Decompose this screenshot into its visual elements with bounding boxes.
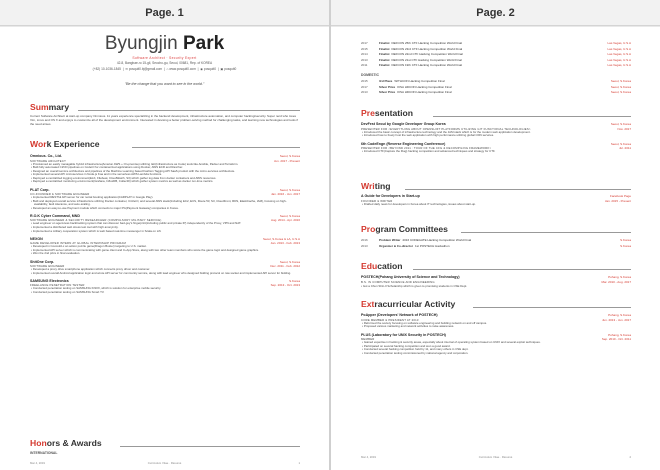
entry-bullet: • Developed a proxy drive smartphone application which connects proxy driver and customer. <box>31 267 151 271</box>
contact-line: (+82) 10-1036-1845 | ✉ posquit0.bj@gmail.com | ⌂ www.posquit0.com | ◉ posquit0 | ▣ posquit0 <box>92 67 237 71</box>
entry-bullet: • Built and deployed overall service infrastructure utilizing Docker container, CircleCI, and several AWS stack(Including EC2, ECS, Route 53, S3, CloudFront, RDS, ElastiCache, IAM), focusing on high-availability, fault tolerance, and auto-scaling. <box>31 198 287 207</box>
section-title-accent: Wri <box>361 181 375 191</box>
entry-location: Seoul, S.Korea <box>610 122 631 126</box>
honor-award: Silver Prize <box>379 90 396 94</box>
entry-location: Facebook Page <box>609 194 631 198</box>
entry-role: SOFTWARE ARCHITECT <box>30 158 66 163</box>
honor-event: DEFCON 21st CTF Hacking Competition World Final <box>391 57 462 62</box>
entry-bullet: • Gained expertise in hacking & security areas, especially about internal of operating system based on UNIX and several exploit techniques. <box>362 340 541 345</box>
entry-block <box>361 313 631 329</box>
education-bullet-text: Got a Chun Shin-Il Scholarship which is given to promising students in CSE Dept. <box>362 284 468 288</box>
github-link[interactable]: posquit0 <box>203 67 216 71</box>
entry-period: Dec. 2011 - Feb. 2012 <box>270 264 300 268</box>
section-title-accent: Ext <box>361 299 375 309</box>
honor-place: Seoul, S.Korea <box>610 79 631 83</box>
honor-award: Finalist <box>379 57 390 62</box>
honor-place: Las Vegas, U.S.A <box>607 46 631 51</box>
entry-period: Jan. 2015 - Present <box>604 198 631 203</box>
honor-year: 2013 <box>361 243 368 248</box>
section-title-rest: cation <box>377 261 403 271</box>
entry-period: Sep. 2010 - Oct. 2011 <box>601 337 631 342</box>
section-rule <box>433 116 631 117</box>
honor-event: DEFCON 19th CTF Hacking Competition World Final <box>391 63 462 67</box>
entry-bullet: • Conducted penetration testing commissioned by national agency and corporation. <box>362 350 469 355</box>
honor-year: 2015 <box>361 46 368 51</box>
honor-award: Finalist <box>379 41 390 45</box>
entry-bullet-text: Conducted penetration testing commissioned by national agency and corporation. <box>363 350 469 355</box>
entry-bullet-text: Developed in Cocos2d-x an action puzzle game(Dragon Buster) targeting to U.S. market. <box>32 244 147 249</box>
entry-bullet-text: Implemented a distributed web stress test tool with high anonymity. <box>32 225 119 230</box>
honor-row <box>361 63 631 69</box>
entry-bullet: • Implemented several API microservices in Node.js Koa and in the serverless AWS Lambda functions. <box>31 172 163 177</box>
entry-location: Seoul, S.Korea <box>610 141 631 146</box>
honor-year: 2015 <box>361 79 368 83</box>
honor-award: Finalist <box>379 63 390 67</box>
school-location: Pohang, S.Korea <box>608 275 631 279</box>
honor-event: KISA HDCON Hacking Competition Final <box>397 90 452 94</box>
honor-year: 2014 <box>361 52 368 56</box>
section-title-accent: Sum <box>30 102 49 112</box>
entry-period: Jun. 2013 - Jun. 2017 <box>601 317 631 322</box>
entry-block <box>30 237 300 256</box>
honor-place: Seoul, S.Korea <box>610 84 631 89</box>
entry-row <box>361 333 631 337</box>
section-title-rest: sentation <box>374 108 414 118</box>
entry-bullet-text: Won the 2nd prize in final evaluation. <box>32 251 81 256</box>
entry-bullet-text: Conducted penetration testing on SAMSUNG KNOX, which is solution for enterprise mobile security. <box>32 286 161 291</box>
section-title-work <box>30 139 100 149</box>
section-title-accent: Pro <box>361 224 376 234</box>
honor-place: Las Vegas, U.S.A <box>607 63 631 67</box>
entry-bullet-text: Participated on several hacking competition and won a good award. <box>363 343 451 348</box>
entry-period: Jul. 2011 <box>619 146 631 151</box>
honor-event: DEFCON 22nd CTF Hacking Competition World Final <box>391 52 463 56</box>
entry-bullet-text: Developed a proxy drive smartphone application which connects proxy driver and customer. <box>32 267 151 271</box>
honor-award: 3rd Place <box>379 79 393 83</box>
section-title-accent: Hon <box>30 438 47 448</box>
section-title-rest: racurricular Activity <box>374 299 456 309</box>
entry-bullet-text: Designed an overall service architecture and pipelines of the Machine Learning based Fashion Tagging API SaaS product with the micro-services architecture. <box>32 168 236 173</box>
entry-bullet-text: Conducted several hacking competition held by 11, and many others in CSE dept. <box>363 347 469 352</box>
section-rule <box>461 232 631 233</box>
entry-block <box>30 260 300 276</box>
honor-event: 1st POSTECH Hackathon <box>415 243 450 248</box>
entry-title: SAMSUNG Electronics <box>30 278 69 283</box>
entry-bullet: • Introduced how to freely host the web application with high performance utilizing global CDN services. <box>362 133 494 138</box>
entry-block <box>30 279 300 295</box>
honor-place: Las Vegas, U.S.A <box>607 52 631 56</box>
entry-block <box>361 333 631 356</box>
section-rule <box>413 269 631 270</box>
page-2 <box>331 27 660 470</box>
footer-center: Curriculum Vitae · Résumé <box>478 455 513 459</box>
honor-year: 2016 <box>361 238 368 242</box>
writing-list <box>361 194 631 209</box>
entry-bullet: • Deployed a centralized logging environment(ELK, Filebeat, CloudWatch, S3) which gather log data from docker containers and AWS resources. <box>31 175 217 180</box>
section-title-honors <box>30 438 102 448</box>
footer-page-number: 2 <box>629 455 631 459</box>
entry-bullet: • Won the 2nd prize in final evaluation. <box>31 251 81 256</box>
entry-row <box>30 237 300 241</box>
entry-bullet: • Implemented RESTful API server for car rental booking application(CARPLAT in Google Play). <box>31 195 154 200</box>
entry-period: Aug. 2014 - Apr. 2016 <box>270 218 300 223</box>
footer-date: Mar 4, 2019 <box>361 455 376 459</box>
honor-event: KISA HDCON Hacking Competition Final <box>397 84 452 89</box>
committees-list <box>361 238 631 249</box>
section-rule <box>132 147 300 148</box>
entry-role: PRESENTER FOR <EVERYTHING ABOUT OPENSHIFT PLATFORMS UTILIZING GIT FUNCTIONAL TECHNOLOGIES> <box>361 126 531 131</box>
entry-bullet-text: Deployed a centralized monitoring environment(Grafana, InfluxDB, CollectD) which gather system metrics as well as docker run-time metrics. <box>32 179 214 184</box>
honor-row <box>361 244 631 250</box>
entry-title: R.O.K Cyber Command, MND <box>30 213 80 218</box>
honor-award: Organizer & Co-director <box>379 243 414 248</box>
entry-title: A Guide for Developers in Start-up <box>361 194 420 198</box>
entry-role: SOFTWARE ENGINEER <box>30 264 65 268</box>
github-icon: ◉ <box>200 67 204 71</box>
section-rule <box>120 446 300 447</box>
honor-place: Seoul, S.Korea <box>610 90 631 94</box>
entry-role: FOUNDER & WRITER <box>361 198 393 203</box>
entry-bullet: • Implemented overall Android application logic and wrote API server for community service, along with lead engineer who designed bidding protocol on raw socket and implemented API server for bidding. <box>31 270 292 275</box>
entry-bullet-text: Gained expertise in hacking & security areas, especially about internal of operating system based on UNIX and several exploit techniques. <box>363 340 541 345</box>
entry-role: MEMBER <box>361 337 375 342</box>
entry-bullet: • Participated on several hacking competition and won a good award. <box>362 343 451 348</box>
entry-row <box>30 279 300 283</box>
resume-quote: "Be the change that you want to see in the world." <box>124 82 205 86</box>
degree: B.S. IN COMPUTER SCIENCE AND ENGINEERING <box>361 280 435 284</box>
entry-block <box>30 154 300 184</box>
honor-year: 2013 <box>361 57 368 62</box>
presentation-list <box>361 122 631 158</box>
entry-location: Seoul, S.Korea & LA, U.S.A <box>262 236 300 241</box>
international-honors-list <box>361 41 631 69</box>
entry-bullet: • Developed an easy-to-use Payment module which connects to major PG(Payment Gateway) companies in Korea. <box>31 205 179 210</box>
entry-title: PLAT Corp. <box>30 187 50 192</box>
section-title-education <box>361 261 403 271</box>
entry-bullet-text: Built and deployed overall service infrastructure utilizing Docker container, CircleCI, and several AWS stack(Including EC2, ECS, Route 53, S3, CloudFront, RDS, ElastiCache, IAM), focusing on high-availability, fault tolerance, and auto-scaling. <box>32 198 287 207</box>
entry-block <box>361 142 631 154</box>
entry-row <box>30 260 300 264</box>
entry-role: PRESENTER FOR <BEYOND 2011 : TOUR OF THE CFG & DECOMPILING FRAMEWORK> <box>361 146 492 151</box>
entry-period: Sep. 2013 - Oct. 2013 <box>270 283 300 288</box>
honor-award: Problem Writer <box>379 238 401 242</box>
entry-bullet-text: Implemented several API microservices in Node.js Koa and in the serverless AWS Lambda functions. <box>32 172 163 177</box>
honor-award: Finalist <box>379 46 390 51</box>
entry-title: NEXON <box>30 236 43 241</box>
honors-domestic-label: DOMESTIC <box>361 73 379 77</box>
entry-bullet-text: Introduced how to freely host the web application with high performance utilizing global CDN services. <box>363 133 494 138</box>
education-period: Mar. 2010 - Aug. 2017 <box>601 280 631 284</box>
section-title-summary <box>30 102 69 112</box>
entry-role: CORE MEMBER & PRESIDENT AT 2013 <box>361 317 419 322</box>
section-title-rest: gram Committees <box>375 224 448 234</box>
school-name: POSTECH(Pohang University of Science and Technology) <box>361 275 460 279</box>
resume-subtitle: Software Architect · Security Expert <box>132 56 197 60</box>
entry-bullet-text: Reformed the society focusing on software engineering and building network on and off campus. <box>363 320 488 325</box>
entry-period: Nov. 2017 <box>617 126 631 131</box>
entry-title: ShitOne Corp. <box>30 259 55 264</box>
entry-row <box>361 122 631 126</box>
summary-text: Current Software Architect at start-up company Omnious. 11 years experience specializing in the backend development, infrastructure automation, and computer hacking/security. Super nerd who loves Vim, Linux and OS X and enjoys to customize all of the development environment. Interested in devising a better problem-solving method for challenging tasks, and learning new technologies and tools if the need arises. <box>30 114 298 126</box>
entry-location: Seoul, S.Korea <box>279 213 300 218</box>
honors-international-label: INTERNATIONAL <box>30 451 58 455</box>
entry-bullet-text: Implemented RESTful API server for car rental booking application(CARPLAT in Google Play). <box>32 195 154 200</box>
entry-block <box>30 214 300 233</box>
footer-date: Mar 4, 2019 <box>30 461 45 465</box>
honor-award: Finalist <box>379 52 390 56</box>
work-list <box>30 154 300 298</box>
first-name: Byungjin <box>104 33 178 54</box>
honor-award: Silver Prize <box>379 84 396 89</box>
honor-row <box>361 90 631 96</box>
entry-bullet: • Drafted daily news for developers in Korea about IT technologies, issues about start-up. <box>362 201 476 206</box>
footer-center: Curriculum Vitae · Résumé <box>147 461 182 465</box>
entry-bullet: • Introduced CTF(Capture the Flag) hacking competition and advanced techniques and strategy for CTF. <box>362 149 496 154</box>
education-bullet: • Got a Chun Shin-Il Scholarship which is given to promising students in CSE Dept. <box>361 284 468 288</box>
entry-role: CO-FOUNDER & SOFTWARE ENGINEER <box>30 192 90 197</box>
section-rule <box>78 110 300 111</box>
entry-bullet: • Lead engineer on agent-less backtracking system that can discover bad-guy's fingerprint(including public and private IP) independently of the Proxy, VPN and NAT. <box>31 221 242 226</box>
page-2-label: Page. 2 <box>331 0 660 26</box>
entry-bullet-text: Lead engineer on agent-less backtracking system that can discover bad-guy's fingerprint(including public and private IP) independently of the Proxy, VPN and NAT. <box>32 221 242 226</box>
section-rule <box>473 307 631 308</box>
activity-list <box>361 313 631 360</box>
entry-bullet-text: Introduced the basic concept of infrastructure technology and the JAM stack which is for the modern web application development. <box>363 129 531 134</box>
entry-bullet-text: Implemented overall Android application logic and wrote API server for community service, along with lead engineer who designed bidding protocol on raw socket and implemented API server for bidding. <box>32 270 292 275</box>
entry-title: 6th CodeEngn (Reverse Engineering Conference) <box>361 141 446 146</box>
honor-event: 2016 CODEGATE Hacking Competition World Final <box>402 238 472 242</box>
entry-bullet-text: Conducted penetration testing on SAMSUNG Smart TV. <box>32 289 105 294</box>
entry-bullet: • Introduced the basic concept of infrastructure technology and the JAM stack which is for the modern web application development. <box>362 129 531 134</box>
entry-bullet-text: Implemented API server which is communicating with game client and In-App Store, along with two other team members who wrote the game logic and designed game graphics. <box>32 247 259 252</box>
entry-block <box>361 122 631 138</box>
entry-bullet: • Implemented API server which is communicating with game client and In-App Store, along with two other team members who wrote the game logic and designed game graphics. <box>31 247 259 252</box>
entry-location: Pohang, S.Korea <box>608 332 631 337</box>
resume-address: 42-8, Bangbae-ro 15-gil, Seocho-gu, Seoul, 00681, Rep. of KOREA <box>116 61 213 65</box>
page-1 <box>0 27 329 470</box>
entry-bullet: • Reformed the society focusing on software engineering and building network on and off campus. <box>362 320 488 325</box>
honor-place: Las Vegas, U.S.A <box>607 41 631 45</box>
section-title-rest: ors & Awards <box>46 438 102 448</box>
email-icon: ✉ <box>125 67 128 71</box>
entry-title: PLUS (Laboratory for UNIX Security in POSTECH) <box>361 332 446 337</box>
entry-bullet-text: Built fully automated CI/CD pipelines on CodeCI for containerized applications using Docker, AWS ECR and Rancher. <box>32 165 183 170</box>
entry-bullet-text: Developed an easy-to-use Payment module which connects to major PG(Payment Gateway) companies in Korea. <box>32 205 179 210</box>
entry-role: SOFTWARE ENGINEER & SECURITY RESEARCHER (COMPULSORY MILITARY SERVICE) <box>30 218 162 223</box>
entry-row <box>30 154 300 158</box>
entry-block <box>361 194 631 206</box>
page-1-label: Page. 1 <box>0 0 329 26</box>
honor-year: 2017 <box>361 84 368 89</box>
entry-bullet: • Deployed a centralized monitoring environment(Grafana, InfluxDB, CollectD) which gather system metrics as well as docker run-time metrics. <box>31 179 214 184</box>
home-icon: ⌂ <box>166 67 169 71</box>
resume-name <box>0 33 329 55</box>
entry-title: Omnious. Co., Ltd. <box>30 154 62 158</box>
domestic-honors-list <box>361 79 631 96</box>
entry-bullet: • Proposed various marketing and network activities to raise awareness. <box>362 324 455 329</box>
entry-bullet: • Built fully automated CI/CD pipelines on CodeCI for containerized applications using Docker, AWS ECR and Rancher. <box>31 165 183 170</box>
entry-bullet: • Designed an overall service architecture and pipelines of the Machine Learning based Fashion Tagging API SaaS product with the micro-services architecture. <box>31 168 236 173</box>
section-title-rest: k Experience <box>46 139 100 149</box>
entry-bullet-text: Deployed a centralized logging environment(ELK, Filebeat, CloudWatch, S3) which gather log data from docker containers and AWS resources. <box>32 175 217 180</box>
section-title-accent: Edu <box>361 261 378 271</box>
honor-place: S.Korea <box>620 243 631 248</box>
linkedin-link[interactable]: posquit0 <box>224 67 237 71</box>
honor-year: 2011 <box>361 63 368 67</box>
entry-bullet-text: Drafted daily news for developers in Korea about IT technologies, issues about start-up. <box>363 201 476 206</box>
section-title-activity <box>361 299 455 309</box>
linkedin-icon: ▣ <box>220 67 224 71</box>
phone-text: (+82) 10-1036-1845 <box>92 67 121 71</box>
entry-role: GAME DEVELOPER INTERN AT GLOBAL INTERNSHIP PROGRAM <box>30 241 126 246</box>
education-entry <box>361 275 631 289</box>
homepage-link[interactable]: www.posquit0.com <box>169 67 196 71</box>
honor-year: 2013 <box>361 90 368 94</box>
entry-row <box>30 188 300 192</box>
honor-place: Las Vegas, U.S.A <box>607 57 631 62</box>
entry-row <box>361 142 631 146</box>
entry-location: Seoul, S.Korea <box>279 187 300 192</box>
entry-bullet-text: Provisioned an easily managable hybrid infrastructure(Amazon AWS + On-premise) utilizing IaC(Infrastructure as Code) tools like Ansible, Packer and Terraform. <box>32 161 239 166</box>
entry-row <box>361 313 631 317</box>
entry-period: Jan. 2016 - Jun. 2017 <box>270 192 300 197</box>
section-title-accent: Wor <box>30 139 47 149</box>
entry-period: Jan. 2013 - Feb. 2013 <box>270 241 300 246</box>
last-name: Park <box>182 33 225 54</box>
section-title-presentation <box>361 108 413 118</box>
entry-period: Jun. 2017 - Present <box>273 158 300 163</box>
entry-bullet: • Implemented a distributed web stress test tool with high anonymity. <box>31 225 119 230</box>
entry-bullet: • Conducted several hacking competition held by 11, and many others in CSE dept. <box>362 347 469 352</box>
entry-location: S.Korea <box>289 278 300 283</box>
entry-block <box>30 188 300 211</box>
email-link[interactable]: posquit0.bj@gmail.com <box>128 67 163 71</box>
honor-event: DEFCON 23rd CTF Hacking Competition World Final <box>391 46 463 51</box>
honor-year: 2017 <box>361 41 368 45</box>
honor-event: DEFCON 25th CTF Hacking Competition World Final <box>391 41 462 45</box>
entry-bullet-text: Introduced CTF(Capture the Flag) hacking competition and advanced techniques and strategy for CTF. <box>363 149 496 154</box>
section-title-committees <box>361 224 448 234</box>
section-title-accent: Pre <box>361 108 375 118</box>
entry-location: Seoul, S.Korea <box>279 154 300 158</box>
entry-bullet: • Implemented a military cooperation system which is web based real-time messenger in Scala on Lift. <box>31 228 162 233</box>
footer-page-number: 1 <box>298 461 300 465</box>
entry-role: FREELANCE PENETRATION TESTER <box>30 283 85 288</box>
entry-row <box>30 214 300 218</box>
entry-bullet: • Conducted penetration testing on SAMSUNG KNOX, which is solution for enterprise mobile security. <box>31 286 161 291</box>
entry-bullet: • Developed in Cocos2d-x an action puzzle game(Dragon Buster) targeting to U.S. market. <box>31 244 147 249</box>
honor-event: WITHCON Hacking Competition Final <box>394 79 445 83</box>
entry-bullet: • Conducted penetration testing on SAMSUNG Smart TV. <box>31 289 105 294</box>
entry-bullet-text: Proposed various marketing and network activities to raise awareness. <box>363 324 455 329</box>
section-title-writing <box>361 181 390 191</box>
section-title-rest: mary <box>48 102 70 112</box>
section-title-rest: ting <box>374 181 391 191</box>
entry-location: Pohang, S.Korea <box>608 313 631 317</box>
section-rule <box>405 189 631 190</box>
entry-row <box>361 194 631 198</box>
entry-bullet: • Provisioned an easily managable hybrid infrastructure(Amazon AWS + On-premise) utilizing IaC(Infrastructure as Code) tools like Ansible, Packer and Terraform. <box>31 161 239 166</box>
entry-title: PoApper (Developers' Network of POSTECH) <box>361 313 438 317</box>
entry-title: DevFest Seoul by Google Developer Group Korea <box>361 122 446 126</box>
entry-location: Seoul, S.Korea <box>279 259 300 264</box>
entry-bullet-text: Implemented a military cooperation system which is web based real-time messenger in Scala on Lift. <box>32 228 162 233</box>
honor-place: S.Korea <box>620 238 631 242</box>
